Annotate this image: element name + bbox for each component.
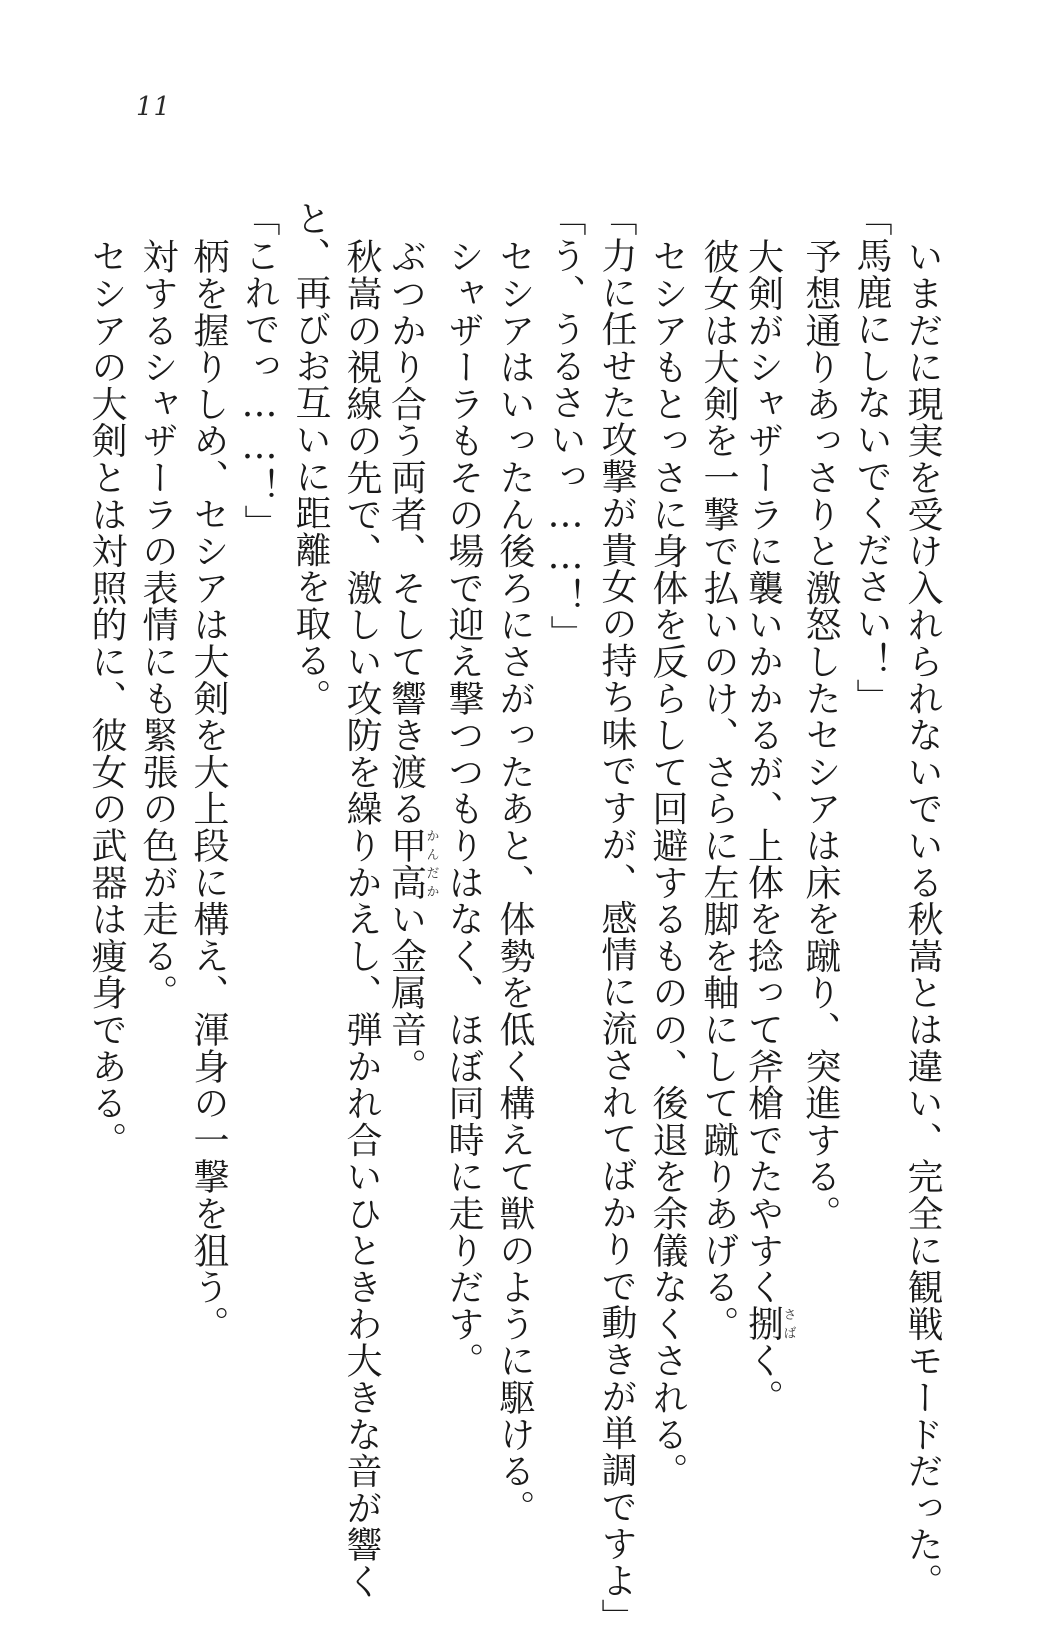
text-line: 「これでっ……！」 — [239, 200, 280, 542]
text-line: 柄を握りしめ、セシアは大剣を大上段に構え、渾身の一撃を狙う。 — [188, 238, 229, 1342]
text-line: 「力に任せた攻撃が貴女の持ち味ですが、感情に流されてばかりで動きが単調ですよ」 — [596, 200, 637, 1635]
text-line: 大剣がシャザーラに襲いかかるが、上体を捻って斧槍でたやすく捌さばく。 — [742, 238, 796, 1416]
text-line: ぶつかり合う両者、そして響き渡る甲高かんだかい金属音。 — [385, 238, 439, 1085]
text-line: いまだに現実を受け入れられないでいる秋嵩とは違い、完全に観戦モードだった。 — [902, 238, 943, 1600]
ruby-reading: さば — [780, 1305, 796, 1343]
ruby-annotation: 捌さば — [742, 1305, 796, 1343]
text-line: 秋嵩の視線の先で、激しい攻防を繰りかえし、弾かれ合いひときわ大きな音が響く — [341, 238, 382, 1600]
vertical-text-body — [86, 200, 948, 1635]
text-line: 彼女は大剣を一撃で払いのけ、さらに左脚を軸にして蹴りあげる。 — [698, 238, 739, 1342]
page-number: 11 — [136, 92, 172, 122]
ruby-reading: かんだか — [423, 826, 439, 901]
text-line: と、再びお互いに距離を取る。 — [290, 200, 331, 716]
text-line: 予想通りあっさりと激怒したセシアは床を蹴り、突進する。 — [800, 238, 841, 1232]
text-line: 対するシャザーラの表情にも緊張の色が走る。 — [137, 238, 178, 1011]
text-line: セシアはいったん後ろにさがったあと、体勢を低く構えて獣のように駆ける。 — [494, 238, 535, 1526]
ruby-annotation: 甲高かんだか — [385, 826, 439, 901]
text-line: セシアもとっさに身体を反らして回避するものの、後退を余儀なくされる。 — [647, 238, 688, 1490]
text-line: 「う、うるさいっ……！」 — [545, 200, 586, 652]
text-line: 「馬鹿にしないでください！」 — [851, 200, 892, 716]
text-line: シャザーラもその場で迎え撃つつもりはなく、ほぼ同時に走りだす。 — [443, 238, 484, 1379]
text-line: セシアの大剣とは対照的に、彼女の武器は痩身である。 — [86, 238, 127, 1158]
